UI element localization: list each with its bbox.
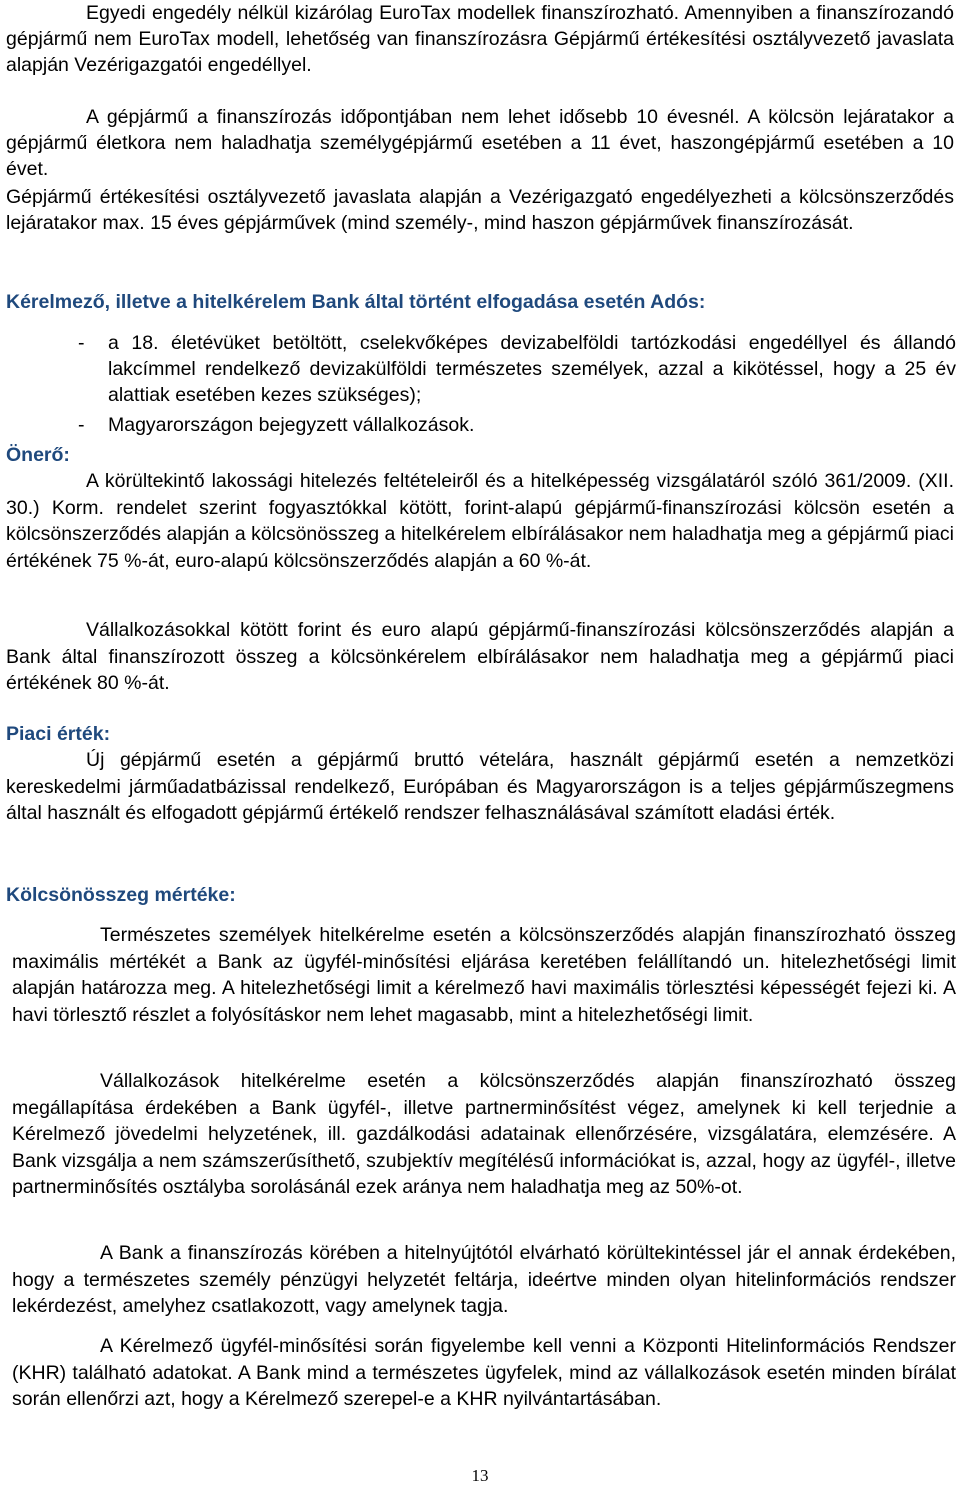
paragraph-loan-khr-text: A Kérelmező ügyfél-minősítési során figyelembe kell venni a Központi Hitelinformációs Rendszer (KHR) található adatokat. A Bank mind a természetes ügyfelek, mind az vállalkozások esetén minden bírálat során ellenőrzi azt, hogy a Kérelmező szerepel-e a KHR nyilvántartásában. [12, 1335, 956, 1410]
paragraph-market-value-text: Új gépjármű esetén a gépjármű bruttó vételára, használt gépjármű esetén a nemzetközi kereskedelmi járműadatbázissal rendelkező, Európában és Magyarországon is a teljes gépjárműszegmens által használt és elfogadott gépjármű értékelő rendszer felhasználásával számított eladási érték. [6, 749, 954, 824]
paragraph-loan-credit-check [12, 1240, 956, 1320]
paragraph-loan-businesses [12, 1068, 956, 1201]
paragraph-onero-business [6, 617, 954, 697]
paragraph-loan-khr [12, 1333, 956, 1413]
page-number: 13 [471, 1466, 489, 1485]
list-item [70, 330, 956, 408]
heading-borrower: Kérelmező, illetve a hitelkérelem Bank által történt elfogadása esetén Adós: [6, 291, 706, 313]
paragraph-onero-consumer-text: A körültekintő lakossági hitelezés feltételeiről és a hitelképesség vizsgálatáról szóló 361/2009. (XII. 30.) Korm. rendelet szerint fogyasztókkal kötött, forint-alapú gépjármű-finanszírozási kölcsön esetén a kölcsönszerződés alapján a kölcsönösszeg a hitelkérelem elbírálásakor nem haladhatja meg a gépjármű piaci értékének 75 %-át, euro-alapú kölcsönszerződés alapján a 60 %-át. [6, 470, 954, 572]
list-item [70, 412, 956, 438]
paragraph-market-value [6, 747, 954, 827]
list-item-text: Magyarországon bejegyzett vállalkozások. [108, 414, 475, 436]
paragraph-loan-natural-persons [12, 922, 956, 1028]
list-item-text: a 18. életévüket betöltött, cselekvőképes devizabelföldi tartózkodási engedéllyel és állandó lakcímmel rendelkező devizakülföldi természetes személyek, azzal a kikötéssel, hogy a 25 év alattiak esetében kezes szükséges); [108, 332, 956, 406]
list-dash: - [78, 414, 85, 436]
paragraph-exception: Gépjármű értékesítési osztályvezető javaslata alapján a Vezérigazgató engedélyezheti a kölcsönszerződés lejáratakor max. 15 éves gépjárművek (mind személy-, mind haszon gépjárművek finanszírozását. [6, 186, 954, 234]
heading-loan-amount: Kölcsönösszeg mértéke: [6, 884, 236, 906]
list-dash: - [78, 332, 85, 354]
paragraph-loan-credit-check-text: A Bank a finanszírozás körében a hitelnyújtótól elvárható körültekintéssel jár el annak érdekében, hogy a természetes személy pénzügyi helyzetét feltárja, ideértve minden olyan hitelinformációs rendszer lekérdezést, amelyhez csatlakozott, vagy amelynek tagja. [12, 1242, 956, 1317]
paragraph-vehicle-age [6, 104, 954, 182]
paragraph-loan-natural-persons-text: Természetes személyek hitelkérelme esetén a kölcsönszerződés alapján finanszírozható összeg maximális mértékét a Bank az ügyfél-minősítési eljárása keretében felállítandó un. hitelezhetőségi limit alapján határozza meg. A hitelezhetőségi limit a kérelmező havi maximális törlesztési képességét fejezi ki. A havi törlesztő részlet a folyósításkor nem lehet magasabb, mint a hitelezhetőségi limit. [12, 924, 956, 1026]
paragraph-onero-business-text: Vállalkozásokkal kötött forint és euro alapú gépjármű-finanszírozási kölcsönszerződés alapján a Bank által finanszírozott összeg a kölcsönkérelem elbírálásakor nem haladhatja meg a gépjármű piaci értékének 80 %-át. [6, 619, 954, 694]
paragraph-loan-businesses-text: Vállalkozások hitelkérelme esetén a kölcsönszerződés alapján finanszírozható összeg megállapítása érdekében a Bank ügyfél-, illetve partnerminősítést végez, amelynek ki kell terjednie a Kérelmező jövedelmi helyzetének, ill. gazdálkodási adatainak ellenőrzésére, vizsgálatára, elemzésére. A Bank vizsgálja a nem számszerűsíthető, szubjektív megítélésű információkat is, azzal, hogy az ügyfél-, illetve partnerminősítés osztályba sorolásánál ezek aránya nem haladhatja meg az 50%-ot. [12, 1070, 956, 1198]
paragraph-eurotax-text: Egyedi engedély nélkül kizárólag EuroTax modellek finanszírozható. Amennyiben a finanszírozandó gépjármű nem EuroTax modell, lehetőség van finanszírozásra Gépjármű értékesítési osztályvezető javaslata alapján Vezérigazgatói engedéllyel. [6, 2, 954, 76]
paragraph-vehicle-age-text: A gépjármű a finanszírozás időpontjában nem lehet idősebb 10 évesnél. A kölcsön lejáratakor a gépjármű életkora nem haladhatja személygépjármű esetében a 11 évet, haszongépjármű esetében a 10 évet. [6, 106, 954, 180]
paragraph-onero-consumer [6, 468, 954, 574]
borrower-list [70, 330, 956, 438]
paragraph-eurotax [6, 0, 954, 78]
heading-onero: Önerő: [6, 444, 70, 466]
heading-market-value: Piaci érték: [6, 723, 111, 745]
